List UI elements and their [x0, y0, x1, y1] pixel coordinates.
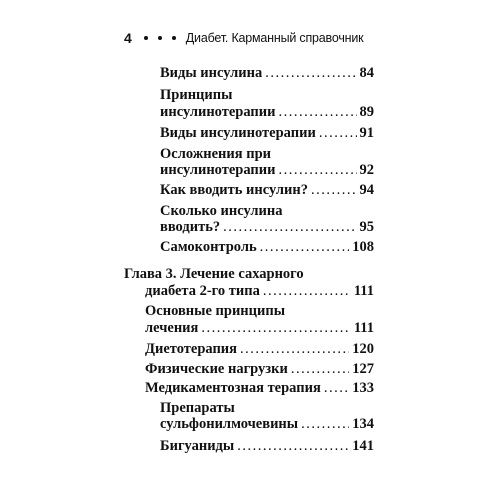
- toc-entry-page: 120: [352, 341, 374, 357]
- toc-entry-basic-principles-line1: Основные принципы: [145, 303, 286, 319]
- dot-leader: [237, 436, 349, 456]
- toc-entry-page: 108: [352, 239, 374, 255]
- toc-entry-text: Как вводить инсулин?: [160, 182, 308, 198]
- toc-entry-text: Самоконтроль: [160, 239, 257, 255]
- toc-entry-text: Бигуаниды: [160, 438, 235, 454]
- toc-entry-text: инсулинотерапии: [160, 162, 276, 178]
- toc-entry-how-to-inject: [160, 180, 374, 200]
- dot-leader: [279, 160, 357, 180]
- toc-entry-diet: [145, 339, 374, 359]
- toc-entry-page: 133: [352, 380, 374, 396]
- toc-entry-page: 94: [359, 182, 374, 198]
- dot-leader: [223, 217, 356, 237]
- toc-entry-page: 127: [352, 361, 374, 377]
- toc-entry-page: 111: [353, 320, 374, 336]
- toc-entry-page: 92: [359, 162, 374, 178]
- toc-entry-text: Физические нагрузки: [145, 361, 288, 377]
- toc-entry-text: лечения: [145, 320, 199, 336]
- toc-entry-insulin-types: [160, 63, 374, 83]
- toc-entry-page: 89: [359, 104, 374, 120]
- toc-entry-exercise: [145, 359, 374, 379]
- toc-entry-text: диабета 2-го типа: [145, 283, 260, 299]
- toc-entry-drug-therapy: [145, 378, 374, 398]
- dot-leader: [319, 123, 357, 143]
- toc-entry-page: 134: [352, 416, 374, 432]
- toc-entry-chapter-3: [145, 281, 374, 301]
- toc-entry-text: Виды инсулинотерапии: [160, 125, 316, 141]
- toc-entry-text: сульфонилмочевины: [160, 416, 299, 432]
- toc-entry-page: 84: [359, 65, 374, 81]
- toc-entry-sulfonyl: [160, 414, 374, 434]
- toc-entry-how-much-line1: Сколько инсулина: [160, 203, 283, 219]
- toc-entry-text: инсулинотерапии: [160, 104, 276, 120]
- toc-entry-biguanides: [160, 436, 374, 456]
- toc-entry-page: 95: [359, 219, 374, 235]
- toc-entry-text: Диетотерапия: [145, 341, 237, 357]
- page-number: 4: [124, 30, 132, 46]
- dot-leader: [301, 414, 349, 434]
- toc-entry-page: 141: [352, 438, 374, 454]
- toc-entry-page: 91: [359, 125, 374, 141]
- chapter-3-title-line1: Глава 3. Лечение сахарного: [124, 266, 304, 282]
- dot-leader: [311, 180, 357, 200]
- dot-leader: [201, 318, 350, 338]
- dot-leader: [263, 281, 351, 301]
- toc-entry-principles-line1: Принципы: [160, 87, 233, 103]
- toc-entry-page: 111: [353, 283, 374, 299]
- toc-entry-text: Виды инсулина: [160, 65, 263, 81]
- toc-entry-therapy-types: [160, 123, 374, 143]
- dot-leader: [291, 359, 349, 379]
- toc-entry-complications-line1: Осложнения при: [160, 146, 271, 162]
- toc-entry-basic-principles: [145, 318, 374, 338]
- toc-entry-how-much: [160, 217, 374, 237]
- dot-leader: [279, 102, 357, 122]
- toc-entry-self-control: [160, 237, 374, 257]
- toc-entry-text: Медикаментозная терапия: [145, 380, 321, 396]
- toc-entry-principles: [160, 102, 374, 122]
- book-title: Диабет. Карманный справочник: [185, 31, 364, 45]
- dot-leader: [324, 378, 349, 398]
- toc-entry-complications: [160, 160, 374, 180]
- dot-leader: [240, 339, 349, 359]
- dot-leader: [265, 63, 356, 83]
- toc-entry-text: вводить?: [160, 219, 221, 235]
- dot-leader: [260, 237, 350, 257]
- toc-entry-sulfonyl-line1: Препараты: [160, 400, 235, 416]
